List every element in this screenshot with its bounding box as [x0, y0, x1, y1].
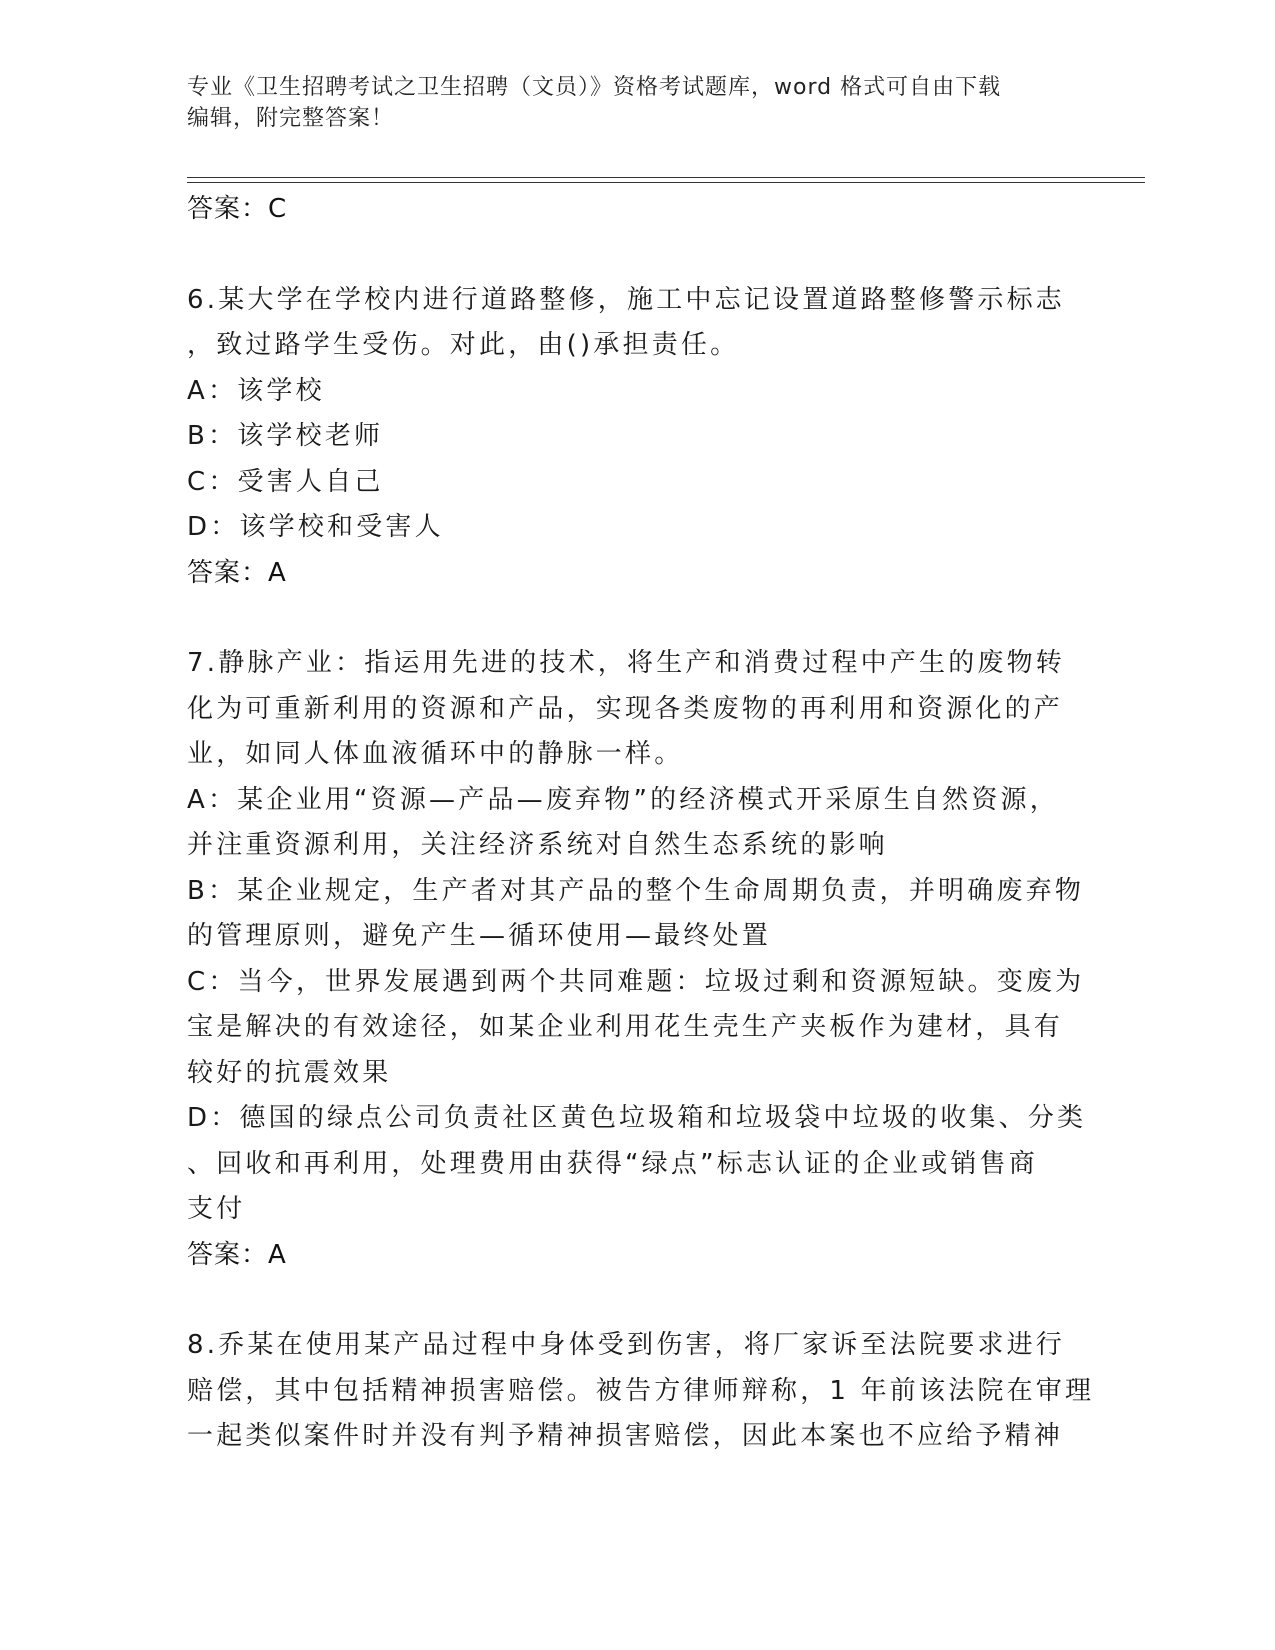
question-text-line: 6.某大学在学校内进行道路整修，施工中忘记设置道路整修警示标志 [187, 284, 1066, 315]
question-list [187, 187, 1095, 1460]
option-line: D：该学校和受害人 [187, 512, 444, 542]
question-text-line: 化为可重新利用的资源和产品，实现各类废物的再利用和资源化的产 [187, 693, 1064, 724]
page-header [187, 72, 1067, 134]
question-text-line: 7.静脉产业：指运用先进的技术，将生产和消费过程中产生的废物转 [187, 648, 1066, 678]
question-text-line: 业，如同人体血液循环中的静脉一样。 [187, 739, 684, 769]
option-line: 的管理原则，避免产生—循环使用—最终处置 [187, 921, 772, 951]
option-line: 并注重资源利用，关注经济系统对自然生态系统的影响 [187, 830, 888, 860]
option-line: D：德国的绿点公司负责社区黄色垃圾箱和垃圾袋中垃圾的收集、分类 [187, 1103, 1087, 1133]
header-divider-top [187, 177, 1145, 178]
header-line-1: 专业《卫生招聘考试之卫生招聘（文员）》资格考试题库，word 格式可自由下载 [187, 75, 1002, 100]
question-text-line: 赔偿，其中包括精神损害赔偿。被告方律师辩称，1 年前该法院在审理 [187, 1375, 1095, 1406]
answer-line: 答案：A [187, 557, 287, 588]
option-line: C：受害人自己 [187, 466, 384, 497]
option-line: 较好的抗震效果 [187, 1057, 392, 1088]
question-text-line: 一起类似案件时并没有判予精神损害赔偿，因此本案也不应给予精神 [187, 1421, 1064, 1451]
option-line: A：某企业用“资源—产品—废弃物”的经济模式开采原生自然资源， [187, 784, 1059, 815]
question-block [187, 278, 1087, 597]
question-text-line: 8.乔某在使用某产品过程中身体受到伤害，将厂家诉至法院要求进行 [187, 1330, 1066, 1360]
header-line-2: 编辑，附完整答案！ [187, 106, 395, 131]
question-block [187, 1323, 1095, 1460]
header-divider-bottom [187, 182, 1145, 183]
option-line: 支付 [187, 1194, 246, 1224]
option-line: A：该学校 [187, 375, 325, 406]
question-text-line: ，致过路学生受伤。对此，由()承担责任。 [187, 330, 740, 360]
option-line: 宝是解决的有效途径，如某企业利用花生壳生产夹板作为建材，具有 [187, 1012, 1064, 1042]
option-line: C：当今，世界发展遇到两个共同难题：垃圾过剩和资源短缺。变废为 [187, 966, 1085, 997]
answer-line: 答案：A [187, 1239, 287, 1270]
question-block [187, 641, 1087, 1278]
option-line: 、回收和再利用，处理费用由获得“绿点”标志认证的企业或销售商 [187, 1148, 1038, 1179]
answer-line: 答案：C [187, 194, 288, 224]
option-line: B：某企业规定，生产者对其产品的整个生命周期负责，并明确废弃物 [187, 875, 1085, 906]
option-line: B：该学校老师 [187, 421, 384, 451]
